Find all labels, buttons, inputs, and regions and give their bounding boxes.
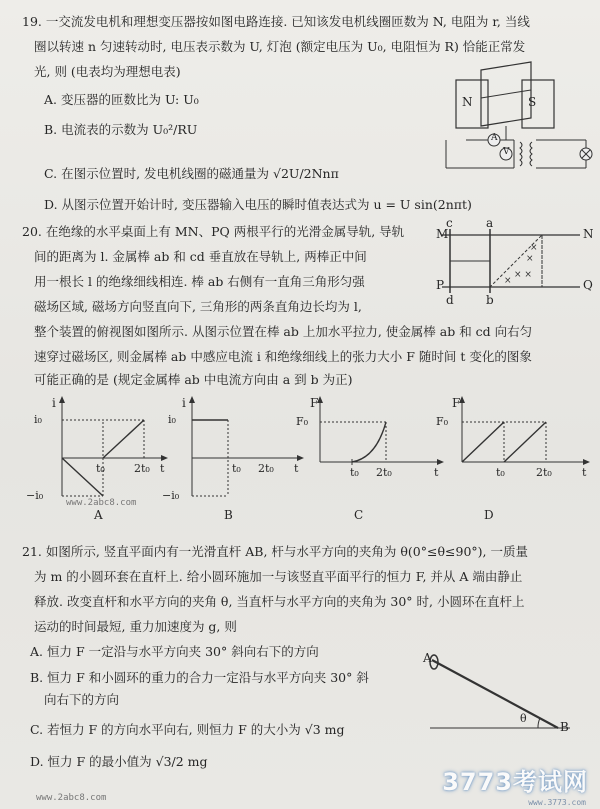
q20-graph-d-ylabel: F [452,396,461,410]
q20-graph-c-t2: 2t₀ [376,466,392,479]
q21-label-a: A [423,651,432,665]
q20-label-p: P [436,278,445,292]
q19-magnet-n-label: N [462,95,473,109]
q20-graph-b-ylabel: i [182,396,186,410]
q19-option-c: C. 在图示位置时, 发电机线圈的磁通量为 √2U/2Nnπ [44,166,339,181]
q21-line-4: 运动的时间最短, 重力加速度为 g, 则 [34,619,237,634]
q20-line-5: 整个装置的俯视图如图所示. 从图示位置在棒 ab 上加水平拉力, 使金属棒 ab 和 cd 向右匀 [34,324,533,339]
q20-graph-b-top: i₀ [168,413,176,426]
q19-option-d: D. 从图示位置开始计时, 变压器输入电压的瞬时值表达式为 u = U sin(2nπt) [44,197,472,212]
q21-option-b-1: B. 恒力 F 和小圆环的重力的合力一定沿与水平方向夹 30° 斜 [30,670,369,685]
q20-graph-b-t2: 2t₀ [258,462,274,475]
q20-label-q: Q [583,278,593,292]
q21-option-a: A. 恒力 F 一定沿与水平方向夹 30° 斜向右下的方向 [30,644,319,659]
q19-magnet-s-label: S [528,95,537,109]
q21-line-3: 释放. 改变直杆和水平方向的夹角 θ, 当直杆与水平方向的夹角为 30° 时, 小圆环在直杆上 [34,594,525,609]
q20-graph-c-xlabel: t [434,466,439,479]
q20-line-3: 用一根长 l 的绝缘细线相连. 棒 ab 右侧有一直角三角形匀强 [34,274,365,289]
site-logo: 3773考试网 [442,768,588,796]
q20-graph-b-t0: t₀ [232,462,241,475]
q20-graph-c-plot [306,396,449,526]
q20-graph-c [296,396,449,526]
q20-line-6: 速穿过磁场区, 则金属棒 ab 中感应电流 i 和绝缘细线上的张力大小 F 随时间 t 变化的图象 [34,349,532,364]
q21-option-c: C. 若恒力 F 的方向水平向右, 则恒力 F 的大小为 √3 mg [30,722,345,737]
site-logo-url: www.3773.com [528,798,586,807]
q20-label-m: M [436,227,449,241]
q21-option-d: D. 恒力 F 的最小值为 √3/2 mg [30,754,208,769]
q21-line-2: 为 m 的小圆环套在直杆上. 给小圆环施加一与该竖直平面平行的恒力 F, 并从 A 端由静止 [34,569,523,584]
q20-graph-a-letter: A [94,508,103,522]
q20-line-4: 磁场区域, 磁场方向竖直向下, 三角形的两条直角边长均为 l, [34,299,362,314]
q19-option-a: A. 变压器的匝数比为 U: U₀ [44,92,199,107]
q19-line-2: 圈以转速 n 匀速转动时, 电压表示数为 U, 灯泡 (额定电压为 U₀, 电阻恒为 R) 恰能正常发 [34,39,526,54]
q20-label-c: c [446,216,453,230]
q19-option-b: B. 电流表的示数为 U₀²/RU [44,122,198,137]
q20-graph-b-letter: B [224,508,233,522]
q20-graph-d-letter: D [484,508,494,522]
q20-graph-a-ylabel: i [52,396,56,410]
svg-text:× ×: × × [514,270,532,280]
q20-graph-a-t2: 2t₀ [134,462,150,475]
q20-graph-a-top: i₀ [34,413,42,426]
q20-graph-b-bottom: −i₀ [162,489,180,502]
q21-label-b: B [560,720,569,734]
q20-graph-a-t0: t₀ [96,462,105,475]
q20-graph-d-top: F₀ [436,415,449,428]
q20-label-n: N [583,227,594,241]
q19-line-3: 光, 则 (电表均为理想电表) [34,64,181,79]
q20-line-2: 间的距离为 l. 金属棒 ab 和 cd 垂直放在导轨上, 两棒正中间 [34,249,367,264]
q19-ammeter-label: A [491,133,498,143]
q20-rail-figure [430,225,590,305]
q21-line-1: 21. 如图所示, 竖直平面内有一光滑直杆 AB, 杆与水平方向的夹角为 θ(0°≤θ≤90°), 一质量 [22,544,528,559]
q20-graph-d-t0: t₀ [496,466,505,479]
svg-text:×: × [504,276,512,286]
q20-graph-d-t2: 2t₀ [536,466,552,479]
q20-graph-c-top: F₀ [296,415,309,428]
q20-graph-c-ylabel: F [310,396,319,410]
q20-graph-a-xlabel: t [160,462,165,475]
q20-label-a: a [486,216,494,230]
q21-option-b-2: 向右下的方向 [44,692,120,707]
svg-text:×: × [526,254,534,264]
svg-text:×: × [530,243,538,253]
q20-graph-c-t0: t₀ [350,466,359,479]
watermark-1: www.2abc8.com [66,498,137,508]
q20-label-b: b [486,293,494,307]
q20-graph-d [436,396,596,526]
q19-generator-figure [436,60,596,180]
watermark-2: www.2abc8.com [36,793,107,803]
q20-graph-d-plot [446,396,596,526]
q20-graph-c-letter: C [354,508,364,522]
q20-line-7: 可能正确的是 (规定金属棒 ab 中电流方向由 a 到 b 为正) [34,372,353,387]
q20-graph-d-xlabel: t [582,466,587,479]
q20-graph-b-plot [176,396,309,526]
q20-label-d: d [446,293,454,307]
q20-graph-b-xlabel: t [294,462,299,475]
q19-line-1: 19. 一交流发电机和理想变压器按如图电路连接. 已知该发电机线圈匝数为 N, 电阻为 r, 当线 [22,14,530,29]
q20-graph-a-bottom: −i₀ [26,489,44,502]
q20-line-1: 20. 在绝缘的水平桌面上有 MN、PQ 两根平行的光滑金属导轨, 导轨 [22,224,405,239]
q20-graph-b [162,396,309,526]
q21-label-theta: θ [520,712,527,725]
q19-voltmeter-label: V [503,147,510,157]
